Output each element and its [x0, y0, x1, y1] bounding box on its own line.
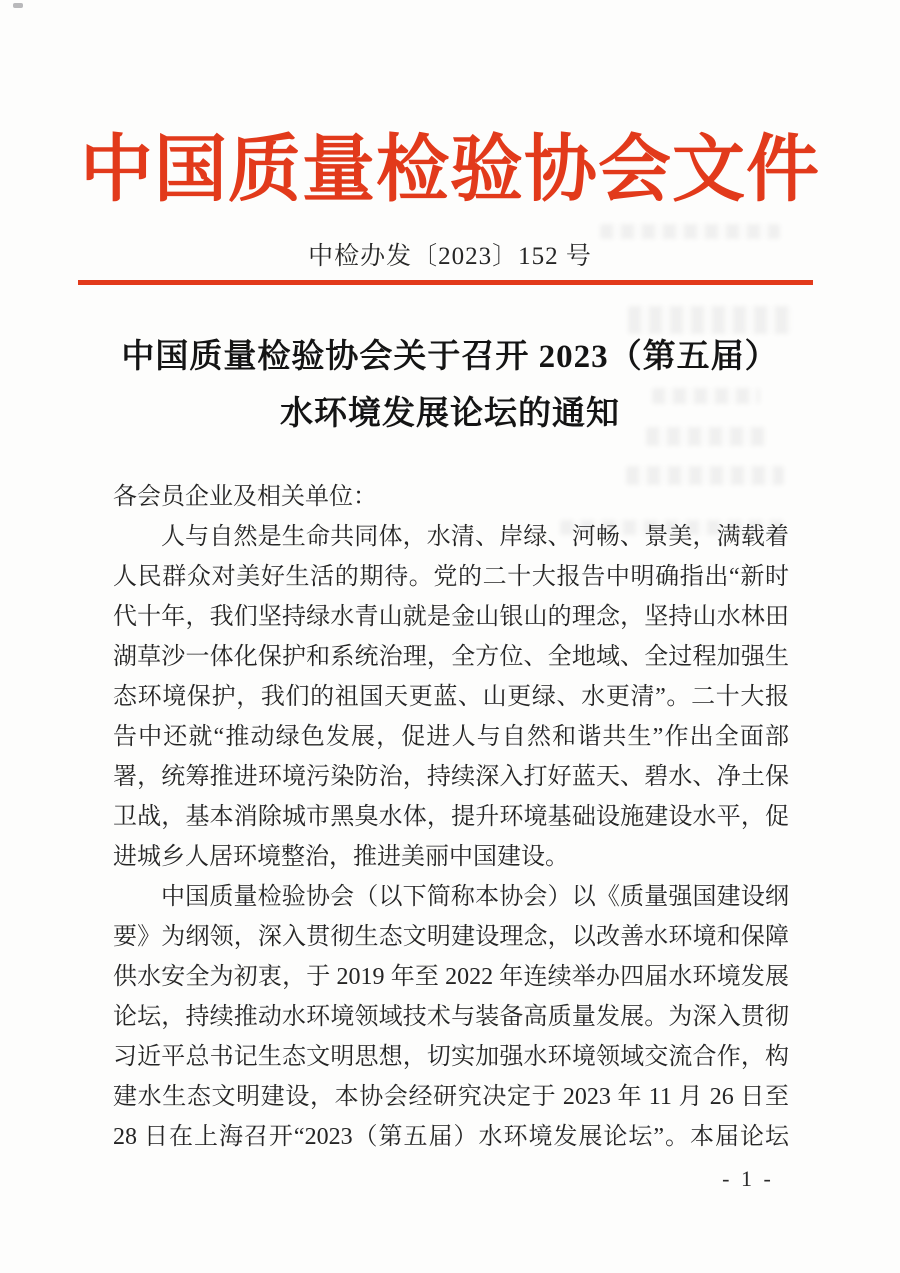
body-line: 中国质量检验协会（以下简称本协会）以《质量强国建设纲 [161, 884, 789, 910]
body-line: 习近平总书记生态文明思想，切实加强水环境领域交流合作，构 [113, 1044, 789, 1070]
body-line: 署，统筹推进环境污染防治，持续深入打好蓝天、碧水、净土保 [113, 764, 789, 790]
body-line: 态环境保护，我们的祖国天更蓝、山更绿、水更清”。二十大报 [113, 684, 789, 710]
body-line: 湖草沙一体化保护和系统治理，全方位、全地域、全过程加强生 [113, 644, 789, 670]
scan-speck [13, 3, 23, 8]
page-number: - 1 - [722, 1166, 774, 1191]
body-line: 代十年，我们坚持绿水青山就是金山银山的理念，坚持山水林田 [113, 604, 789, 630]
red-separator-rule [78, 280, 813, 285]
body-line: 28 日在上海召开“2023（第五届）水环境发展论坛”。本届论坛 [113, 1124, 789, 1150]
doc-number: 中检办发〔2023〕152 号 [308, 243, 592, 270]
body-line: 告中还就“推动绿色发展，促进人与自然和谐共生”作出全面部 [113, 724, 789, 750]
org-title: 中国质量检验协会文件 [80, 129, 820, 210]
body-line: 要》为纲领，深入贯彻生态文明建设理念，以改善水环境和保障 [113, 924, 789, 950]
body-line: 进城乡人居环境整治，推进美丽中国建设。 [113, 844, 569, 870]
body-line: 卫战，基本消除城市黑臭水体，提升环境基础设施建设水平，促 [113, 804, 789, 830]
notice-title-line1: 中国质量检验协会关于召开 2023（第五届） [121, 339, 779, 375]
notice-body [113, 477, 789, 1157]
notice-title-line2: 水环境发展论坛的通知 [280, 396, 620, 432]
body-line: 论坛，持续推动水环境领域技术与装备高质量发展。为深入贯彻 [113, 1004, 789, 1030]
body-line: 供水安全为初衷，于 2019 年至 2022 年连续举办四届水环境发展 [113, 964, 789, 990]
body-line: 建水生态文明建设，本协会经研究决定于 2023 年 11 月 26 日至 [113, 1084, 789, 1110]
scan-artifact [600, 224, 780, 239]
body-line: 人与自然是生命共同体，水清、岸绿、河畅、景美，满载着 [161, 524, 789, 550]
notice-title [0, 329, 900, 443]
body-line-salutation: 各会员企业及相关单位： [113, 484, 377, 510]
body-line: 人民群众对美好生活的期待。党的二十大报告中明确指出“新时 [113, 564, 789, 590]
